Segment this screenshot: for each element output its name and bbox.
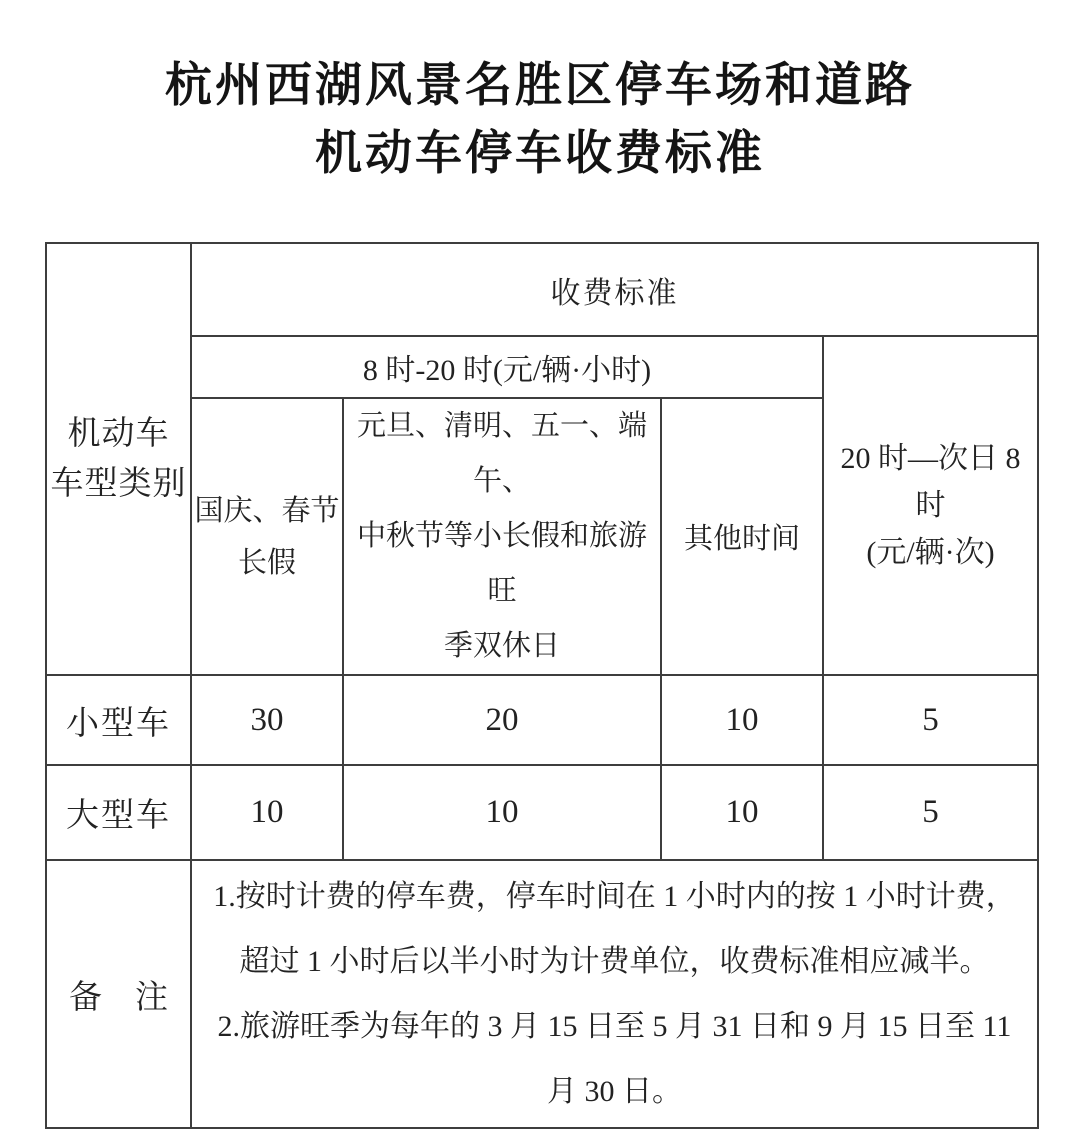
remark-note1-line2: 超过 1 小时后以半小时为计费单位，收费标准相应减半。 (239, 945, 990, 978)
page-title (0, 52, 1080, 188)
remark-notes (191, 860, 1038, 1128)
major-holiday-line2: 长假 (237, 546, 296, 579)
fee-value: 20 (343, 675, 661, 765)
table-row-small-vehicle (46, 675, 1038, 765)
row-label-small-vehicle: 小型车 (46, 675, 191, 765)
table-row-large-vehicle (46, 765, 1038, 860)
other-time-header: 其他时间 (661, 398, 823, 675)
page-title-line1: 杭州西湖风景名胜区停车场和道路 (165, 60, 915, 112)
vehicle-category-line1: 机动车 (67, 416, 170, 452)
minor-holiday-line1: 元旦、清明、五一、端午、 (356, 410, 647, 497)
minor-holiday-line3: 季双休日 (443, 630, 560, 662)
fee-value: 10 (661, 675, 823, 765)
night-period-header (823, 336, 1038, 675)
fee-value: 30 (191, 675, 343, 765)
minor-holiday-header (343, 398, 661, 675)
daytime-period-header: 8 时-20 时(元/辆·小时) (191, 336, 823, 398)
remark-note1-line1: 1.按时计费的停车费，停车时间在 1 小时内的按 1 小时计费， (213, 880, 1016, 913)
vehicle-category-header (46, 243, 191, 675)
minor-holiday-line2: 中秋节等小长假和旅游旺 (356, 520, 647, 607)
remark-note2-line2: 月 30 日。 (547, 1075, 682, 1108)
major-holiday-line1: 国庆、春节 (194, 494, 340, 527)
remark-note2-line1: 2.旅游旺季为每年的 3 月 15 日至 5 月 31 日和 9 月 15 日至 11 (217, 1010, 1012, 1043)
fee-value: 10 (343, 765, 661, 860)
table-row-remarks (46, 860, 1038, 1128)
major-holiday-header (191, 398, 343, 675)
night-period-line2: (元/辆·次) (866, 536, 995, 569)
fee-standard-header: 收费标准 (191, 243, 1038, 336)
fee-value: 5 (823, 765, 1038, 860)
remark-label: 备 注 (46, 860, 191, 1128)
parking-fee-table (45, 242, 1039, 1129)
fee-value: 10 (191, 765, 343, 860)
page-title-line2: 机动车停车收费标准 (315, 128, 765, 180)
row-label-large-vehicle: 大型车 (46, 765, 191, 860)
night-period-line1: 20 时—次日 8 时 (840, 442, 1021, 522)
fee-value: 10 (661, 765, 823, 860)
vehicle-category-line2: 车型类别 (50, 466, 187, 502)
fee-value: 5 (823, 675, 1038, 765)
